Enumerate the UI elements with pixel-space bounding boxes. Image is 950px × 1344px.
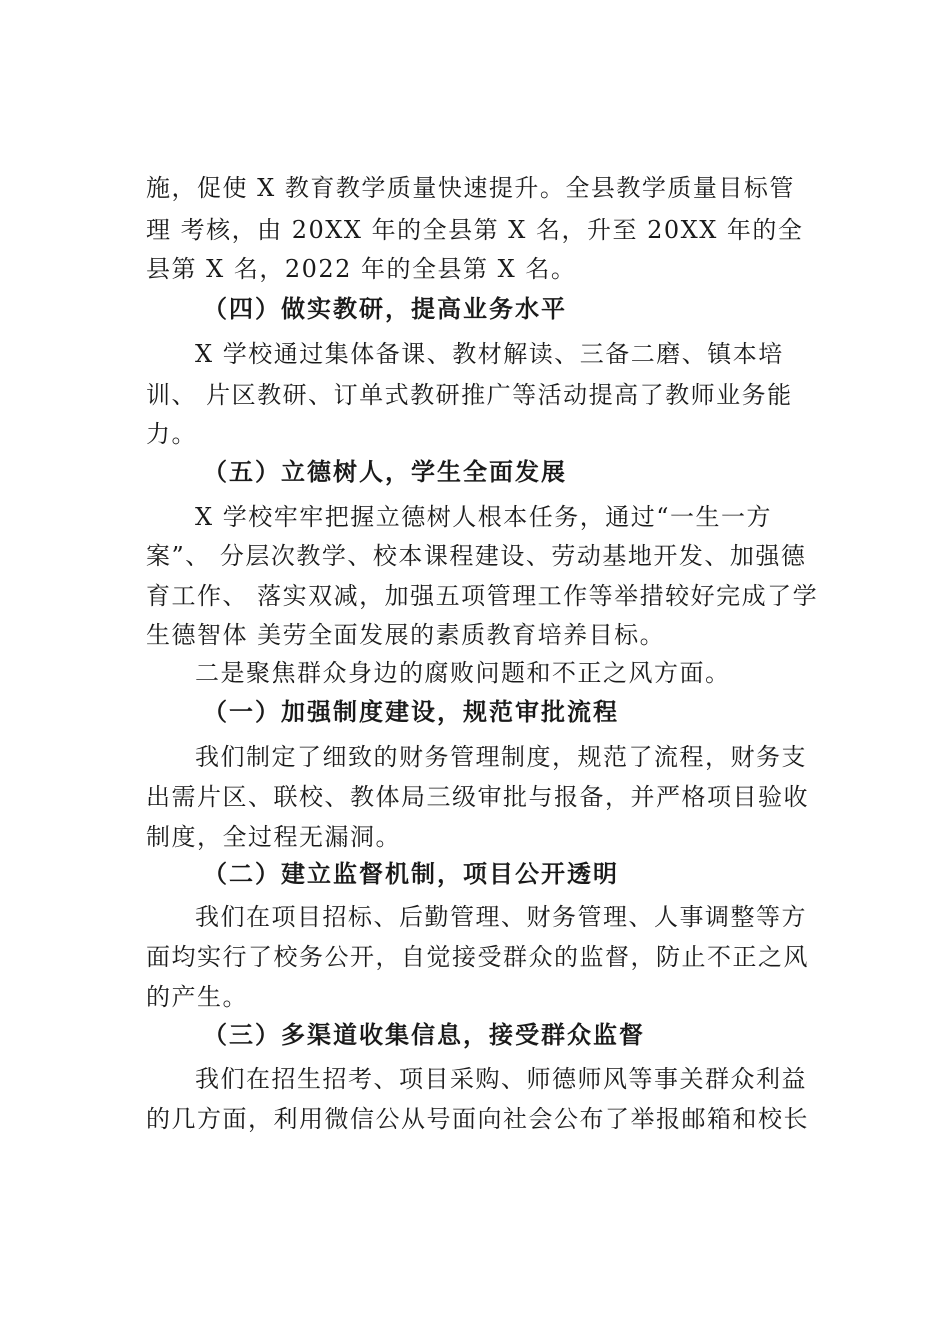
paragraph-line: X 学校牢牢把握立德树人根本任务，通过“一生一方 <box>195 503 772 531</box>
paragraph-line: 训、 片区教研、订单式教研推广等活动提高了教师业务能 <box>146 381 793 409</box>
paragraph-line: 育工作、 落实双减，加强五项管理工作等举措较好完成了学 <box>146 582 819 610</box>
paragraph-line: 力。 <box>146 420 197 448</box>
paragraph-line: 制度，全过程无漏洞。 <box>146 823 401 851</box>
paragraph-line: 的产生。 <box>146 983 248 1011</box>
paragraph-line: 施，促使 X 教育教学质量快速提升。全县教学质量目标管 <box>146 174 795 202</box>
paragraph-line: 生德智体 美劳全面发展的素质教育培养目标。 <box>146 621 666 649</box>
paragraph-line: 理 考核，由 20XX 年的全县第 X 名，升至 20XX 年的全 <box>146 216 804 244</box>
section-heading: （五）立德树人，学生全面发展 <box>203 457 567 486</box>
paragraph-line: 面均实行了校务公开，自觉接受群众的监督，防止不正之风 <box>146 943 809 971</box>
section-heading: （一）加强制度建设，规范审批流程 <box>203 697 619 726</box>
paragraph-line: 县第 X 名，2022 年的全县第 X 名。 <box>146 255 577 283</box>
section-heading: （四）做实教研，提高业务水平 <box>203 294 567 323</box>
section-heading: （三）多渠道收集信息，接受群众监督 <box>203 1020 645 1049</box>
paragraph-line: X 学校通过集体备课、教材解读、三备二磨、镇本培 <box>195 340 784 368</box>
section-heading: （二）建立监督机制，项目公开透明 <box>203 859 619 888</box>
paragraph-line: 案”、 分层次教学、校本课程建设、劳动基地开发、加强德 <box>146 542 807 570</box>
paragraph-line: 我们在项目招标、后勤管理、财务管理、人事调整等方 <box>195 903 807 931</box>
paragraph-line: 的几方面，利用微信公从号面向社会公布了举报邮箱和校长 <box>146 1105 809 1133</box>
paragraph-line: 我们在招生招考、项目采购、师德师风等事关群众利益 <box>195 1065 807 1093</box>
paragraph-line: 出需片区、联校、教体局三级审批与报备，并严格项目验收 <box>146 783 809 811</box>
paragraph-line: 二是聚焦群众身边的腐败问题和不正之风方面。 <box>195 659 731 687</box>
paragraph-line: 我们制定了细致的财务管理制度，规范了流程，财务支 <box>195 743 807 771</box>
